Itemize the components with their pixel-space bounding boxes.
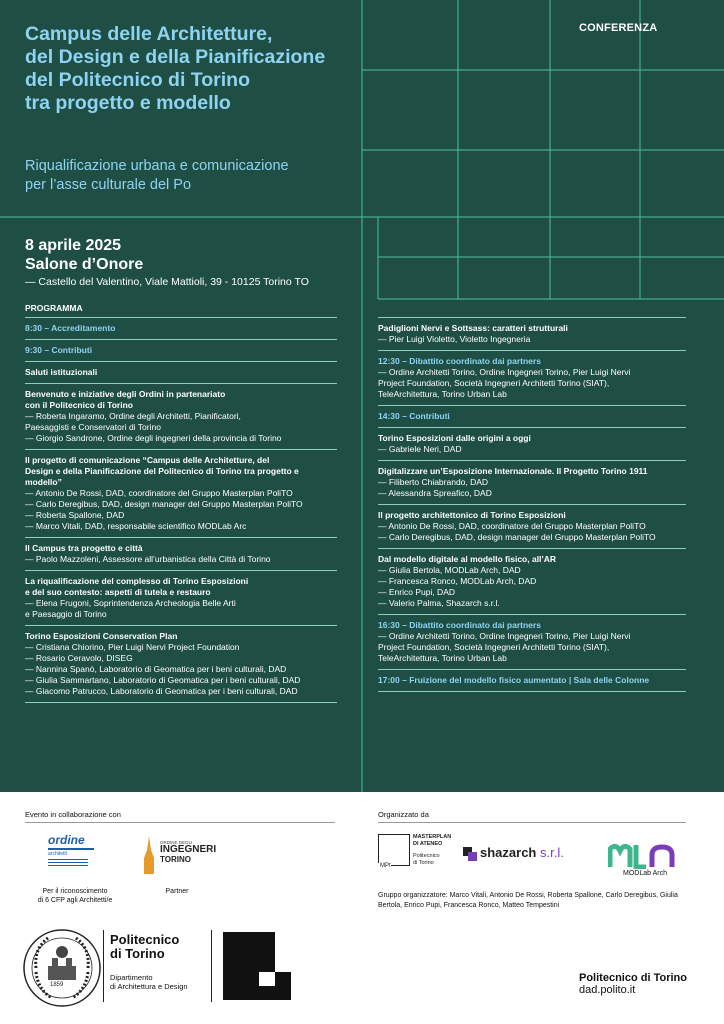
ingegneri-logo-line: ORDINE DEGLI xyxy=(160,840,193,845)
subtitle-line: per l’asse culturale del Po xyxy=(25,177,192,193)
subtitle xyxy=(25,157,355,195)
program-time: 16:30 – Dibattito coordinato dai partners xyxy=(378,620,541,630)
site-url[interactable]: dad.polito.it xyxy=(579,984,636,996)
dad-logo-icon xyxy=(223,932,291,1000)
department-name xyxy=(110,973,188,991)
ingegneri-logo-line: INGEGNERI xyxy=(160,844,217,855)
program-speaker: — Giulia Sammartano, Laboratorio di Geomatica per i beni culturali, DAD xyxy=(25,675,301,685)
partner-caption: Partner xyxy=(165,888,189,895)
program-talk-title: Dal modello digitale al modello fisico, all’AR xyxy=(378,554,557,564)
program-column-right xyxy=(378,317,686,692)
program-speaker: TeleArchitettura, Torino Urban Lab xyxy=(378,653,507,663)
program-heading: Saluti istituzionali xyxy=(25,367,98,377)
organizing-group: Gruppo organizzatore: Marco Vitali, Antonio De Rossi, Roberta Spallone, Carlo Deregibus, Giulia Bertola, Enrico Pupi, Francesca Ronco, Matteo Tempestini xyxy=(378,892,678,909)
program-speaker: e Paesaggio di Torino xyxy=(25,609,107,619)
shazarch-logo xyxy=(463,845,564,861)
program-item xyxy=(25,383,337,449)
title-line: del Design e della Pianificazione xyxy=(25,46,326,68)
program-talk-title: Benvenuto e iniziative degli Ordini in partenariato xyxy=(25,389,226,399)
masterplan-line: DI ATENEO xyxy=(413,840,443,847)
program-column-left xyxy=(25,317,337,703)
program-time: 9:30 – Contributi xyxy=(25,345,93,355)
event-date-block xyxy=(25,236,143,274)
masterplan-box xyxy=(378,834,410,869)
site-block xyxy=(579,972,687,996)
program-speaker: — Roberta Spallone, DAD xyxy=(25,510,125,520)
program-time: 8:30 – Accreditamento xyxy=(25,323,116,333)
program-item xyxy=(378,350,686,405)
program-time: 12:30 – Dibattito coordinato dai partners xyxy=(378,356,541,366)
program-speaker: — Marco Vitali, DAD, responsabile scientifico MODLab Arc xyxy=(25,521,247,531)
modlab-mark-icon xyxy=(608,843,680,869)
program-item xyxy=(378,614,686,669)
program-time: 14:30 – Contributi xyxy=(378,411,450,421)
program-speaker: — Filiberto Chiabrando, DAD xyxy=(378,477,489,487)
collab-label: Evento in collaborazione con xyxy=(25,810,121,819)
divider xyxy=(378,691,686,692)
masterplan-text xyxy=(413,834,453,866)
program-talk-title: e del suo contesto: aspetti di tutela e restauro xyxy=(25,587,211,597)
program-speaker: — Gabriele Neri, DAD xyxy=(378,444,462,454)
divider xyxy=(378,822,686,823)
program-speaker: — Antonio De Rossi, DAD, coordinatore del Gruppo Masterplan PoliTO xyxy=(378,521,646,531)
program-talk-title: La riqualificazione del complesso di Torino Esposizioni xyxy=(25,576,249,586)
program-speaker: — Nannina Spanò, Laboratorio di Geomatica per i beni culturali, DAD xyxy=(25,664,287,674)
polito-name-block xyxy=(110,933,188,991)
program-talk-title: Digitalizzare un’Esposizione Internazionale. Il Progetto Torino 1911 xyxy=(378,466,648,476)
program-item xyxy=(378,405,686,427)
title-line: del Politecnico di Torino xyxy=(25,69,250,91)
program-speaker: — Paolo Mazzoleni, Assessore all’urbanistica della Città di Torino xyxy=(25,554,271,564)
polito-name xyxy=(110,933,188,961)
ordine-caption xyxy=(20,887,130,905)
program-item xyxy=(378,504,686,548)
mole-antonelliana-icon xyxy=(140,836,158,874)
program-speaker: — Giacomo Patrucco, Laboratorio di Geomatica per i beni culturali, DAD xyxy=(25,686,298,696)
program-item xyxy=(378,669,686,691)
program-speaker: — Enrico Pupi, DAD xyxy=(378,587,455,597)
divider xyxy=(211,930,212,1002)
program-item xyxy=(25,449,337,537)
department-line: di Architettura e Design xyxy=(110,982,188,991)
program-item xyxy=(378,548,686,614)
program-speaker: — Giorgio Sandrone, Ordine degli ingegneri della provincia di Torino xyxy=(25,433,282,443)
program-talk-title: Torino Esposizioni Conservation Plan xyxy=(25,631,178,641)
program-speaker: — Francesca Ronco, MODLab Arch, DAD xyxy=(378,576,537,586)
event-venue: — Castello del Valentino, Viale Mattioli, 39 - 10125 Torino TO xyxy=(25,276,309,288)
event-hall: Salone d’Onore xyxy=(25,256,144,273)
department-line: Dipartimento xyxy=(110,973,153,982)
program-speaker: — Elena Frugoni, Soprintendenza Archeologia Belle Arti xyxy=(25,598,236,608)
program-speaker: — Valerio Palma, Shazarch s.r.l. xyxy=(378,598,500,608)
program-item xyxy=(25,625,337,702)
ordine-ingegneri-logo xyxy=(140,836,220,865)
ingegneri-logo-line: TORINO xyxy=(160,855,191,864)
program-speaker: Paesaggisti e Conservatori di Torino xyxy=(25,422,161,432)
program-item xyxy=(25,361,337,383)
seal-year: 1859 xyxy=(50,982,64,988)
program-time: 17:00 – Fruizione del modello fisico aumentato | Sala delle Colonne xyxy=(378,675,650,685)
subtitle-line: Riqualificazione urbana e comunicazione xyxy=(25,158,289,174)
organizer-label: Organizzato da xyxy=(378,810,429,819)
masterplan-mark: MPt xyxy=(380,863,391,869)
program-talk-title: Design e della Pianificazione del Politecnico di Torino tra progetto e xyxy=(25,466,299,476)
shazarch-name: shazarch xyxy=(480,845,537,860)
program-speaker: TeleArchitettura, Torino Urban Lab xyxy=(378,389,507,399)
program-label: PROGRAMMA xyxy=(25,303,83,313)
program-item xyxy=(25,537,337,570)
program-talk-title: Padiglioni Nervi e Sottsass: caratteri strutturali xyxy=(378,323,568,333)
program-speaker: Project Foundation, Società Ingegneri Architetti Torino (SIAT), xyxy=(378,642,610,652)
title-line: tra progetto e modello xyxy=(25,92,231,114)
program-item xyxy=(378,317,686,350)
masterplan-line: MASTERPLAN xyxy=(413,834,452,840)
program-talk-title: Torino Esposizioni dalle origini a oggi xyxy=(378,433,531,443)
program-speaker: — Ordine Architetti Torino, Ordine Ingegneri Torino, Pier Luigi Nervi xyxy=(378,631,631,641)
program-speaker: — Alessandra Spreafico, DAD xyxy=(378,488,492,498)
program-speaker: — Ordine Architetti Torino, Ordine Ingegneri Torino, Pier Luigi Nervi xyxy=(378,367,631,377)
ordine-logo-text: ordine xyxy=(48,833,85,847)
title-line: Campus delle Architetture, xyxy=(25,23,273,45)
polito-name-line: di Torino xyxy=(110,946,165,961)
program-speaker: — Cristiana Chiorino, Pier Luigi Nervi Project Foundation xyxy=(25,642,240,652)
masterplan-line: Politecnico xyxy=(413,853,440,859)
shazarch-suffix: s.r.l. xyxy=(540,845,564,860)
ordine-architetti-logo xyxy=(48,833,100,867)
ordine-logo-sub: architetti xyxy=(48,851,67,857)
program-item xyxy=(378,460,686,504)
program-item xyxy=(25,317,337,339)
program-item xyxy=(378,427,686,460)
program-talk-title: con il Politecnico di Torino xyxy=(25,400,133,410)
caption-line: di 6 CFP agli Architetti/e xyxy=(37,897,113,904)
program-speaker: — Rosario Ceravolo, DISEG xyxy=(25,653,133,663)
masterplan-line: di Torino xyxy=(413,859,434,866)
program-item xyxy=(25,339,337,361)
polito-name-line: Politecnico xyxy=(110,932,180,947)
event-date: 8 aprile 2025 xyxy=(25,237,122,254)
polito-seal-icon xyxy=(22,928,102,1008)
program-speaker: Project Foundation, Società Ingegneri Architetti Torino (SIAT), xyxy=(378,378,610,388)
divider xyxy=(25,702,337,703)
page-title xyxy=(25,23,365,115)
program-talk-title: Il progetto architettonico di Torino Esposizioni xyxy=(378,510,566,520)
program-speaker: — Carlo Deregibus, DAD, design manager del Gruppo Masterplan PoliTO xyxy=(25,499,303,509)
modlab-label: MODLab Arch xyxy=(623,870,667,877)
divider xyxy=(25,822,335,823)
logo-lines xyxy=(48,859,88,867)
logo-rule xyxy=(48,848,94,850)
program-talk-title: Il Campus tra progetto e città xyxy=(25,543,143,553)
event-type-tag: CONFERENZA xyxy=(579,22,658,34)
shazarch-mark-icon xyxy=(463,847,477,861)
site-name: Politecnico di Torino xyxy=(579,972,687,984)
program-talk-title: Il progetto di comunicazione “Campus delle Architetture, del xyxy=(25,455,270,465)
program-speaker: — Antonio De Rossi, DAD, coordinatore del Gruppo Masterplan PoliTO xyxy=(25,488,293,498)
program-speaker: — Carlo Deregibus, DAD, design manager del Gruppo Masterplan PoliTO xyxy=(378,532,656,542)
divider xyxy=(103,930,104,1002)
program-talk-title: modello” xyxy=(25,477,62,487)
caption-line: Per il riconoscimento xyxy=(42,888,108,895)
program-item xyxy=(25,570,337,625)
program-speaker: — Giulia Bertola, MODLab Arch, DAD xyxy=(378,565,521,575)
program-speaker: — Roberta Ingaramo, Ordine degli Architetti, Pianificatori, xyxy=(25,411,241,421)
program-speaker: — Pier Luigi Violetto, Violetto Ingegneria xyxy=(378,334,531,344)
